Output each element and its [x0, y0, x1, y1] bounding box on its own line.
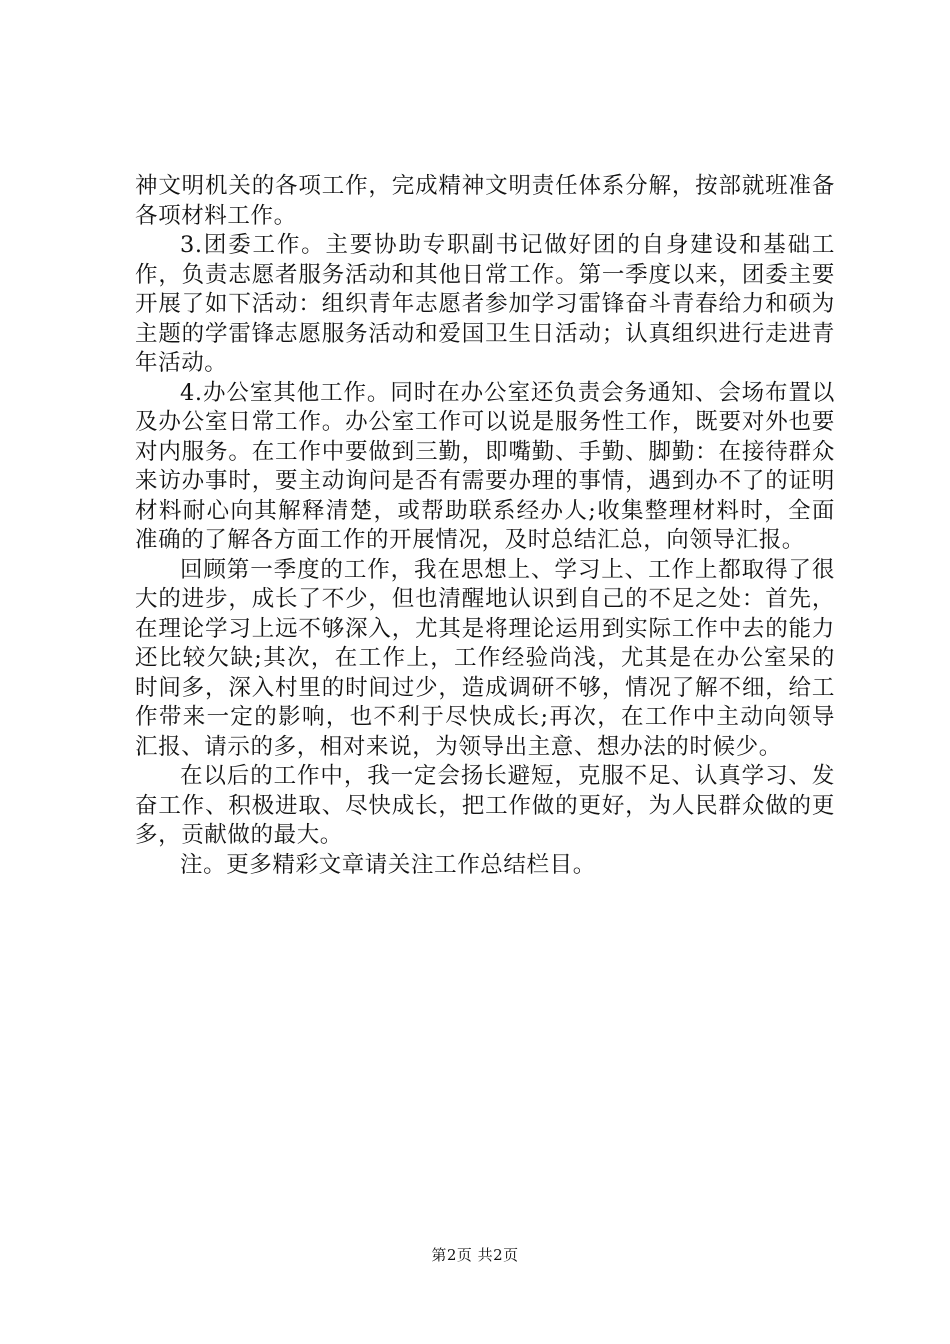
page-number-footer: 第2页 共2页: [431, 1246, 519, 1264]
paragraph-future-plan: 在以后的工作中，我一定会扬长避短，克服不足、认真学习、发奋工作、积极进取、尽快成长，把工作做的更好，为人民群众做的更多，贡献做的最大。: [135, 763, 835, 848]
paragraph-continuation: 神文明机关的各项工作，完成精神文明责任体系分解，按部就班准备各项材料工作。: [135, 173, 835, 229]
paragraph-note: 注。更多精彩文章请关注工作总结栏目。: [180, 851, 596, 878]
paragraph-youth-league-work: 3.团委工作。主要协助专职副书记做好团的自身建设和基础工作，负责志愿者服务活动和其他日常工作。第一季度以来，团委主要开展了如下活动：组织青年志愿者参加学习雷锋奋斗青春给力和硕为主题的学雷锋志愿服务活动和爱国卫生日活动；认真组织进行走进青年活动。: [135, 232, 835, 376]
document-body: [135, 172, 835, 880]
paragraph-review: 回顾第一季度的工作，我在思想上、学习上、工作上都取得了很大的进步，成长了不少，但也清醒地认识到自己的不足之处：首先，在理论学习上远不够深入，尤其是将理论运用到实际工作中去的能力还比较欠缺;其次，在工作上，工作经验尚浅，尤其是在办公室呆的时间多，深入村里的时间过少，造成调研不够，情况了解不细，给工作带来一定的影响，也不利于尽快成长;再次，在工作中主动向领导汇报、请示的多，相对来说，为领导出主意、想办法的时候少。: [135, 556, 835, 760]
paragraph-office-work: 4.办公室其他工作。同时在办公室还负责会务通知、会场布置以及办公室日常工作。办公室工作可以说是服务性工作，既要对外也要对内服务。在工作中要做到三勤，即嘴勤、手勤、脚勤：在接待群众来访办事时，要主动询问是否有需要办理的事情，遇到办不了的证明材料耐心向其解释清楚，或帮助联系经办人;收集整理材料时，全面准确的了解各方面工作的开展情况，及时总结汇总，向领导汇报。: [135, 379, 835, 553]
